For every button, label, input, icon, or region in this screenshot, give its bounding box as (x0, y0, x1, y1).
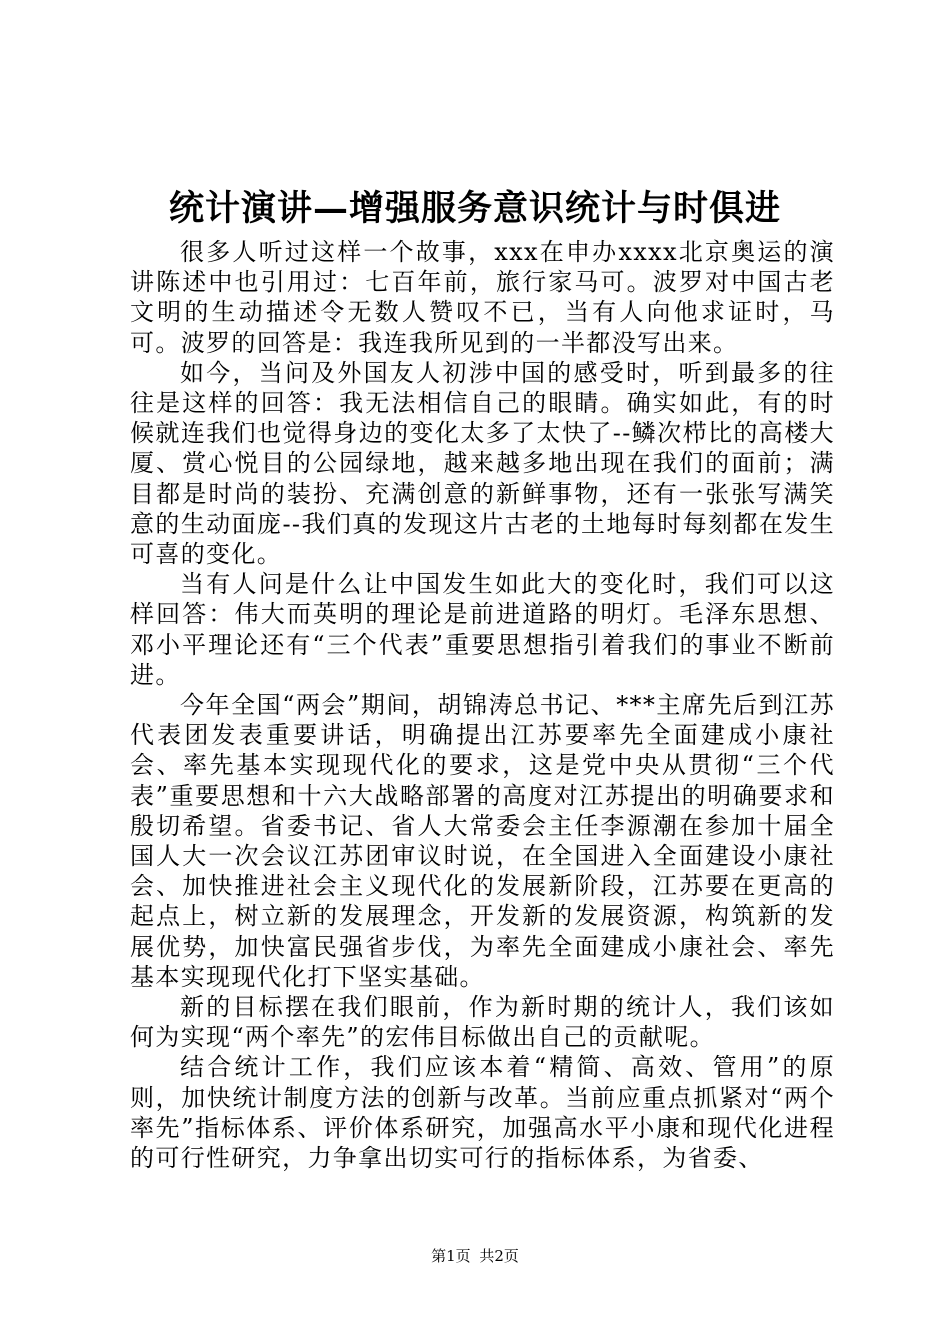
paragraph: 如今，当问及外国友人初涉中国的感受时，听到最多的往往是这样的回答：我无法相信自己的眼睛。确实如此，有的时候就连我们也觉得身边的变化太多了太快了--鳞次栉比的高楼大厦、赏心悦目的公园绿地，越来越多地出现在我们的面前；满目都是时尚的装扮、充满创意的新鲜事物，还有一张张写满笑意的生动面庞--我们真的发现这片古老的土地每时每刻都在发生可喜的变化。 (130, 358, 835, 569)
paragraph: 很多人听过这样一个故事，xxx在申办xxxx北京奥运的演讲陈述中也引用过：七百年前，旅行家马可。波罗对中国古老文明的生动描述令无数人赞叹不已，当有人向他求证时，马可。波罗的回答是：我连我所见到的一半都没写出来。 (130, 238, 835, 357)
document-body (130, 237, 835, 1173)
paragraph: 当有人问是什么让中国发生如此大的变化时，我们可以这样回答：伟大而英明的理论是前进道路的明灯。毛泽东思想、邓小平理论还有“三个代表”重要思想指引着我们的事业不断前进。 (130, 570, 835, 689)
paragraph: 今年全国“两会”期间，胡锦涛总书记、***主席先后到江苏代表团发表重要讲话，明确提出江苏要率先全面建成小康社会、率先基本实现现代化的要求，这是党中央从贯彻“三个代表”重要思想和十六大战略部署的高度对江苏提出的明确要求和殷切希望。省委书记、省人大常委会主任李源潮在参加十届全国人大一次会议江苏团审议时说，在全国进入全面建设小康社会、加快推进社会主义现代化的发展新阶段，江苏要在更高的起点上，树立新的发展理念，开发新的发展资源，构筑新的发展优势，加快富民强省步伐，为率先全面建成小康社会、率先基本实现现代化打下坚实基础。 (130, 691, 835, 991)
document-title: 统计演讲—增强服务意识统计与时俱进 (168, 188, 781, 229)
page-number: 第1页 (431, 1247, 471, 1265)
paragraph: 新的目标摆在我们眼前，作为新时期的统计人，我们该如何为实现“两个率先”的宏伟目标做出自己的贡献呢。 (130, 993, 835, 1052)
paragraph: 结合统计工作，我们应该本着“精简、高效、管用”的原则，加快统计制度方法的创新与改革。当前应重点抓紧对“两个率先”指标体系、评价体系研究，加强高水平小康和现代化进程的可行性研究，力争拿出切实可行的指标体系，为省委、 (130, 1053, 835, 1173)
page-total: 共2页 (479, 1247, 519, 1265)
page-footer (0, 1244, 950, 1268)
